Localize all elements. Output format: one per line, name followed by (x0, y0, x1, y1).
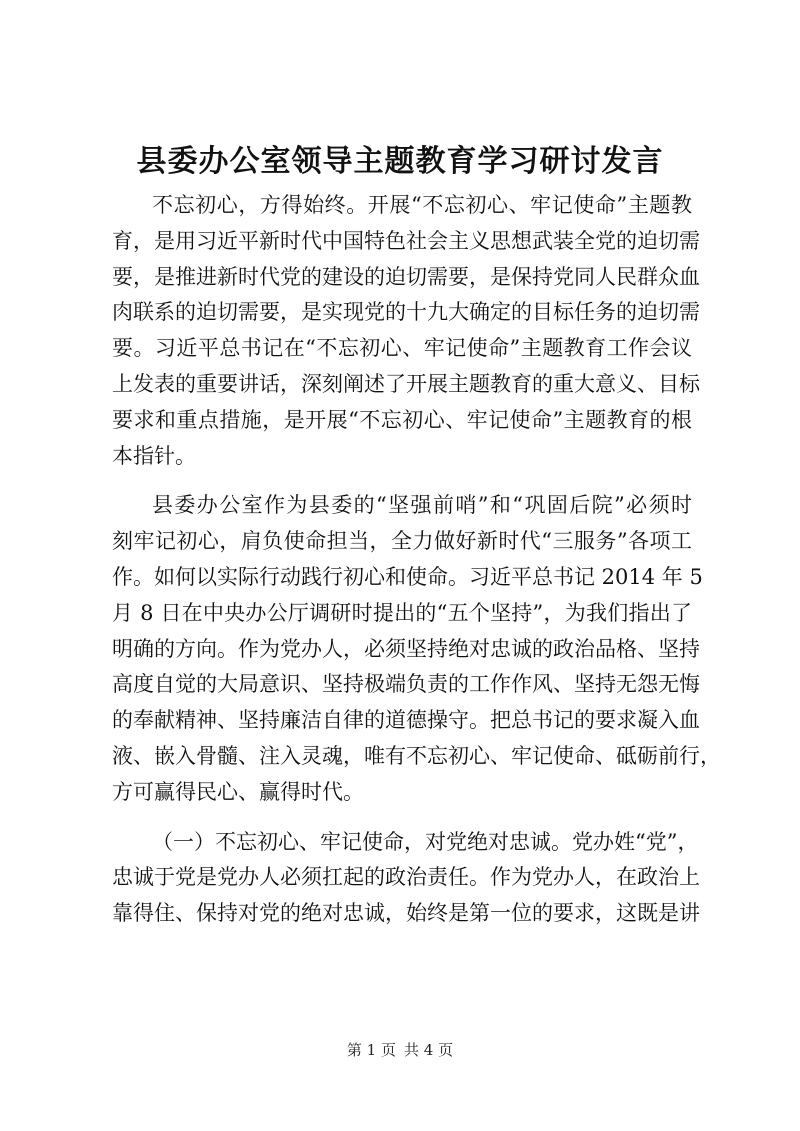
text-line: 忠诚于党是党办人必须扛起的政治责任。作为党办人，在政治上 (112, 865, 700, 890)
text-line: 育，是用习近平新时代中国特色社会主义思想武装全党的迫切需 (112, 228, 700, 253)
paragraph-3 (112, 825, 700, 932)
paragraph-1 (112, 188, 700, 474)
text-line: 高度自觉的大局意识、坚持极端负责的工作作风、坚持无怨无悔 (112, 672, 700, 697)
page-total: 共 4 页 (404, 1041, 454, 1059)
text-line: 方可赢得民心、赢得时代。 (112, 779, 364, 804)
paragraph-gap (112, 474, 692, 488)
text-line: 不忘初心，方得始终。开展“不忘初心、牢记使命”主题教 (152, 193, 692, 217)
page-title: 县委办公室领导主题教育学习研讨发言 (136, 144, 664, 179)
paragraph-2 (112, 488, 721, 810)
body-text (112, 188, 721, 932)
text-line: 刻牢记初心，肩负使命担当，全力做好新时代“三服务”各项工 (112, 529, 692, 554)
text-line: 的奉献精神、坚持廉洁自律的道德操守。把总书记的要求凝入血 (112, 708, 700, 733)
text-line: 肉联系的迫切需要，是实现党的十九大确定的目标任务的迫切需 (112, 300, 700, 325)
text-line: 月 8 日在中央办公厅调研时提出的“五个坚持”，为我们指出了 (112, 600, 692, 625)
text-line: 液、嵌入骨髓、注入灵魂，唯有不忘初心、牢记使命、砥砺前行， (112, 743, 721, 768)
text-line: 要，是推进新时代党的建设的迫切需要，是保持党同人民群众血 (112, 264, 700, 289)
page-number: 第 1 页 (346, 1041, 396, 1059)
text-line: （一）不忘初心、牢记使命，对党绝对忠诚。党办姓“党”， (152, 829, 699, 854)
text-line: 作。如何以实际行动践行初心和使命。习近平总书记 2014 年 5 (112, 564, 703, 589)
text-line: 要。习近平总书记在“不忘初心、牢记使命”主题教育工作会议 (112, 336, 692, 361)
text-line: 上发表的重要讲话，深刻阐述了开展主题教育的重大意义、目标 (112, 371, 700, 396)
text-line: 靠得住、保持对党的绝对忠诚，始终是第一位的要求，这既是讲 (112, 901, 700, 926)
page-footer (0, 1040, 800, 1060)
text-line: 本指针。 (112, 443, 196, 468)
paragraph-gap (112, 811, 692, 825)
text-line: 要求和重点措施，是开展“不忘初心、牢记使命”主题教育的根 (112, 407, 692, 432)
text-line: 明确的方向。作为党办人，必须坚持绝对忠诚的政治品格、坚持 (112, 636, 700, 661)
text-line: 县委办公室作为县委的“坚强前哨”和“巩固后院”必须时 (152, 493, 692, 518)
